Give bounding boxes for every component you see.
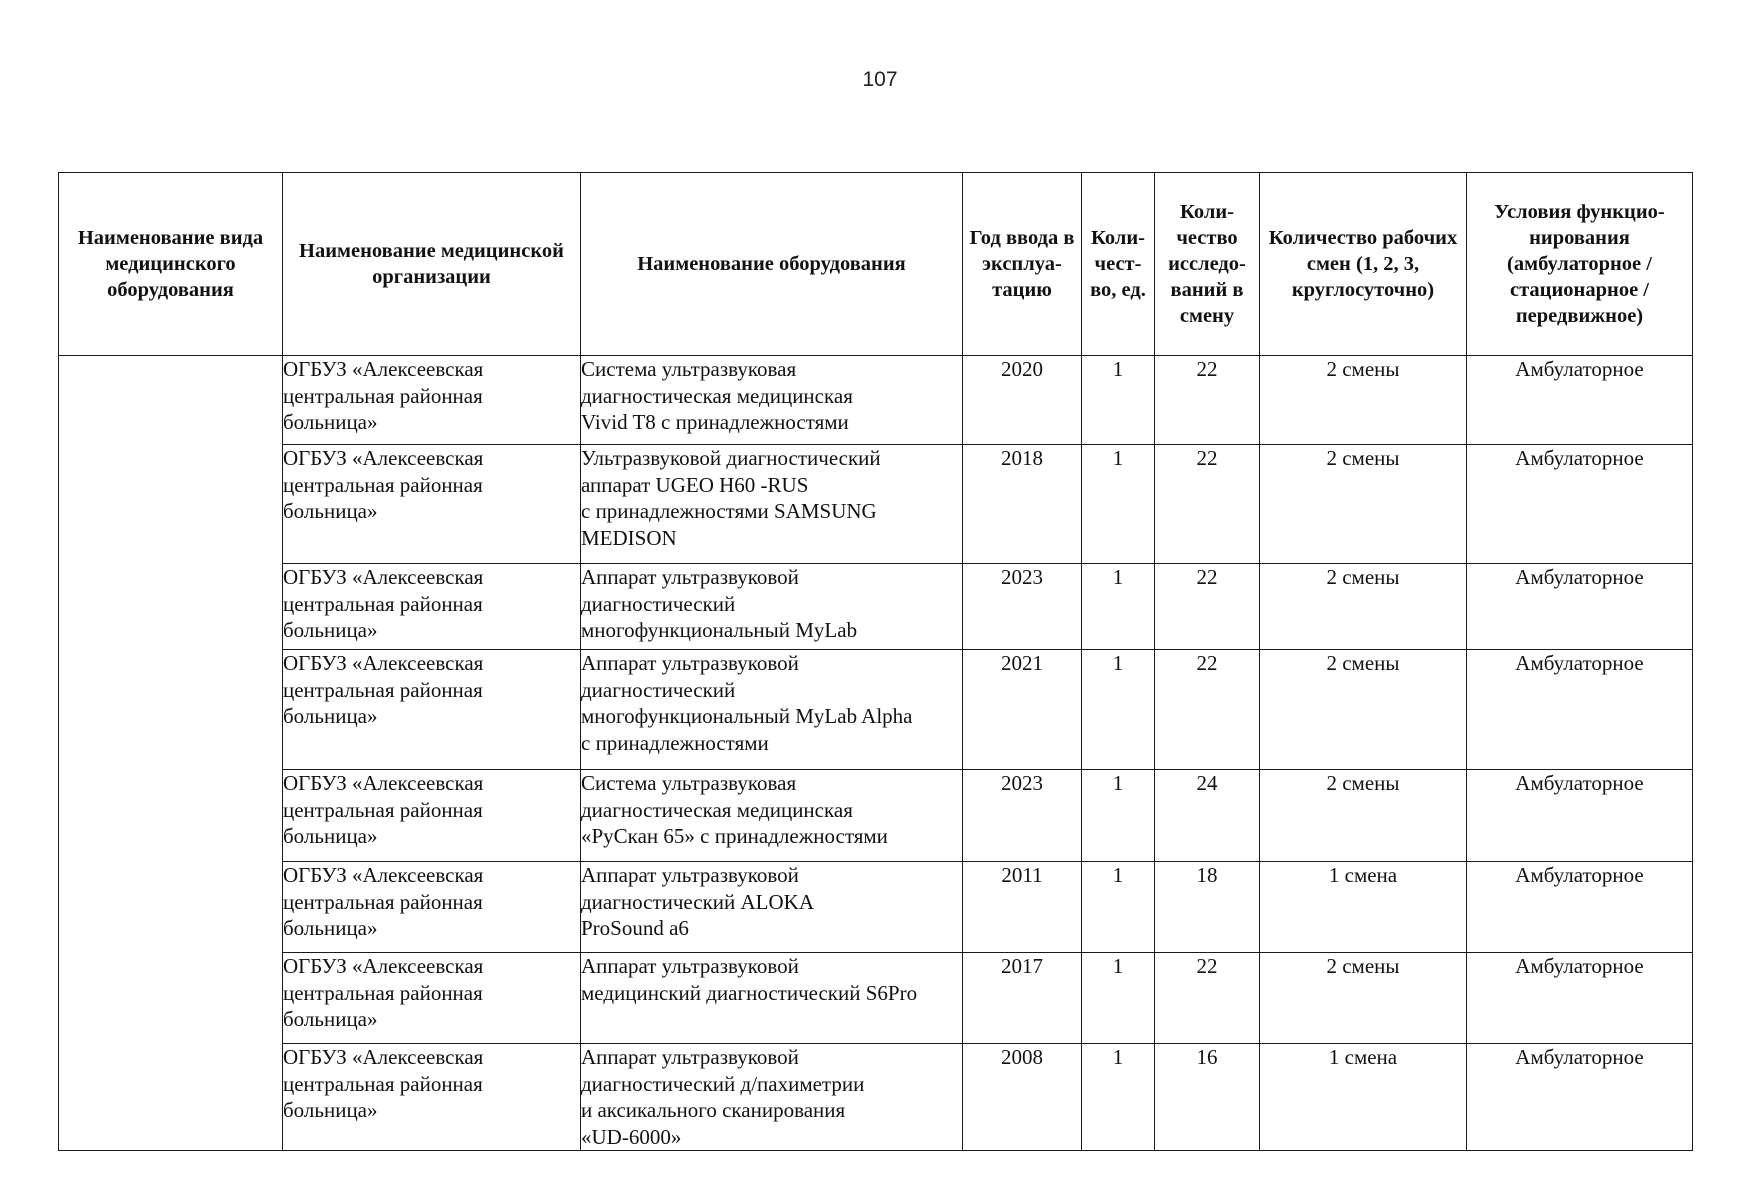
year-cell: 2021 (963, 650, 1082, 770)
quantity-cell: 1 (1082, 953, 1155, 1044)
shifts-cell: 2 смены (1260, 770, 1467, 862)
exams-cell: 18 (1155, 862, 1260, 953)
shifts-cell: 2 смены (1260, 356, 1467, 445)
conditions-cell: Амбулаторное (1467, 862, 1693, 953)
table-row (59, 650, 1693, 770)
conditions-cell: Амбулаторное (1467, 953, 1693, 1044)
header-organization: Наименование медицинской организации (283, 173, 581, 356)
quantity-cell: 1 (1082, 564, 1155, 650)
year-cell: 2011 (963, 862, 1082, 953)
year-cell: 2023 (963, 770, 1082, 862)
shifts-cell: 2 смены (1260, 564, 1467, 650)
equipment-cell: Аппарат ультразвуковой диагностический д/пахиметрии и аксикального сканирования «UD-6000» (581, 1045, 865, 1149)
equipment-cell: Система ультразвуковая диагностическая медицинская Vivid T8 с принадлежностями (581, 357, 853, 434)
header-exams: Коли-чество исследо-ваний в смену (1155, 173, 1260, 356)
year-cell: 2018 (963, 445, 1082, 564)
page-number: 107 (862, 68, 898, 91)
year-cell: 2017 (963, 953, 1082, 1044)
conditions-cell: Амбулаторное (1467, 770, 1693, 862)
quantity-cell: 1 (1082, 650, 1155, 770)
equipment-table (58, 172, 1693, 1151)
equipment-cell: Аппарат ультразвуковой диагностический многофункциональный MyLab Alpha с принадлежностями (581, 651, 913, 755)
kind-cell (59, 356, 283, 1151)
header-shifts: Количество рабочих смен (1, 2, 3, круглосуточно) (1260, 173, 1467, 356)
exams-cell: 22 (1155, 356, 1260, 445)
exams-cell: 22 (1155, 650, 1260, 770)
equipment-cell: Аппарат ультразвуковой медицинский диагностический S6Pro (581, 954, 918, 1005)
shifts-cell: 2 смены (1260, 445, 1467, 564)
table-row (59, 356, 1693, 445)
exams-cell: 24 (1155, 770, 1260, 862)
organization-cell: ОГБУЗ «Алексеевская центральная районная больница» (283, 357, 484, 434)
shifts-cell: 2 смены (1260, 650, 1467, 770)
table-row (59, 770, 1693, 862)
header-kind: Наименование вида медицинского оборудования (59, 173, 283, 356)
equipment-cell: Система ультразвуковая диагностическая медицинская «РуСкан 65» с принадлежностями (581, 771, 888, 848)
organization-cell: ОГБУЗ «Алексеевская центральная районная больница» (283, 1045, 484, 1122)
shifts-cell: 1 смена (1260, 1044, 1467, 1151)
quantity-cell: 1 (1082, 1044, 1155, 1151)
organization-cell: ОГБУЗ «Алексеевская центральная районная больница» (283, 954, 484, 1031)
quantity-cell: 1 (1082, 770, 1155, 862)
conditions-cell: Амбулаторное (1467, 356, 1693, 445)
quantity-cell: 1 (1082, 862, 1155, 953)
conditions-cell: Амбулаторное (1467, 445, 1693, 564)
equipment-cell: Аппарат ультразвуковой диагностический многофункциональный MyLab (581, 565, 858, 642)
header-equipment: Наименование оборудования (581, 173, 963, 356)
organization-cell: ОГБУЗ «Алексеевская центральная районная больница» (283, 863, 484, 940)
quantity-cell: 1 (1082, 356, 1155, 445)
equipment-cell: Аппарат ультразвуковой диагностический ALOKA ProSound a6 (581, 863, 814, 940)
exams-cell: 22 (1155, 564, 1260, 650)
exams-cell: 22 (1155, 445, 1260, 564)
shifts-cell: 1 смена (1260, 862, 1467, 953)
organization-cell: ОГБУЗ «Алексеевская центральная районная больница» (283, 446, 484, 523)
year-cell: 2008 (963, 1044, 1082, 1151)
shifts-cell: 2 смены (1260, 953, 1467, 1044)
equipment-cell: Ультразвуковой диагностический аппарат UGEO H60 -RUS с принадлежностями SAMSUNG MEDISON (581, 446, 881, 550)
conditions-cell: Амбулаторное (1467, 564, 1693, 650)
table-header-row (59, 173, 1693, 356)
organization-cell: ОГБУЗ «Алексеевская центральная районная больница» (283, 565, 484, 642)
header-conditions: Условия функцио-нирования (амбулаторное / стационарное / передвижное) (1467, 173, 1693, 356)
organization-cell: ОГБУЗ «Алексеевская центральная районная больница» (283, 651, 484, 728)
exams-cell: 22 (1155, 953, 1260, 1044)
table-row (59, 445, 1693, 564)
organization-cell: ОГБУЗ «Алексеевская центральная районная больница» (283, 771, 484, 848)
exams-cell: 16 (1155, 1044, 1260, 1151)
quantity-cell: 1 (1082, 445, 1155, 564)
table-row (59, 1044, 1693, 1151)
table-row (59, 953, 1693, 1044)
table-row (59, 564, 1693, 650)
table-row (59, 862, 1693, 953)
header-year: Год ввода в эксплуа-тацию (963, 173, 1082, 356)
conditions-cell: Амбулаторное (1467, 1044, 1693, 1151)
conditions-cell: Амбулаторное (1467, 650, 1693, 770)
year-cell: 2020 (963, 356, 1082, 445)
year-cell: 2023 (963, 564, 1082, 650)
header-quantity: Коли-чест-во, ед. (1082, 173, 1155, 356)
